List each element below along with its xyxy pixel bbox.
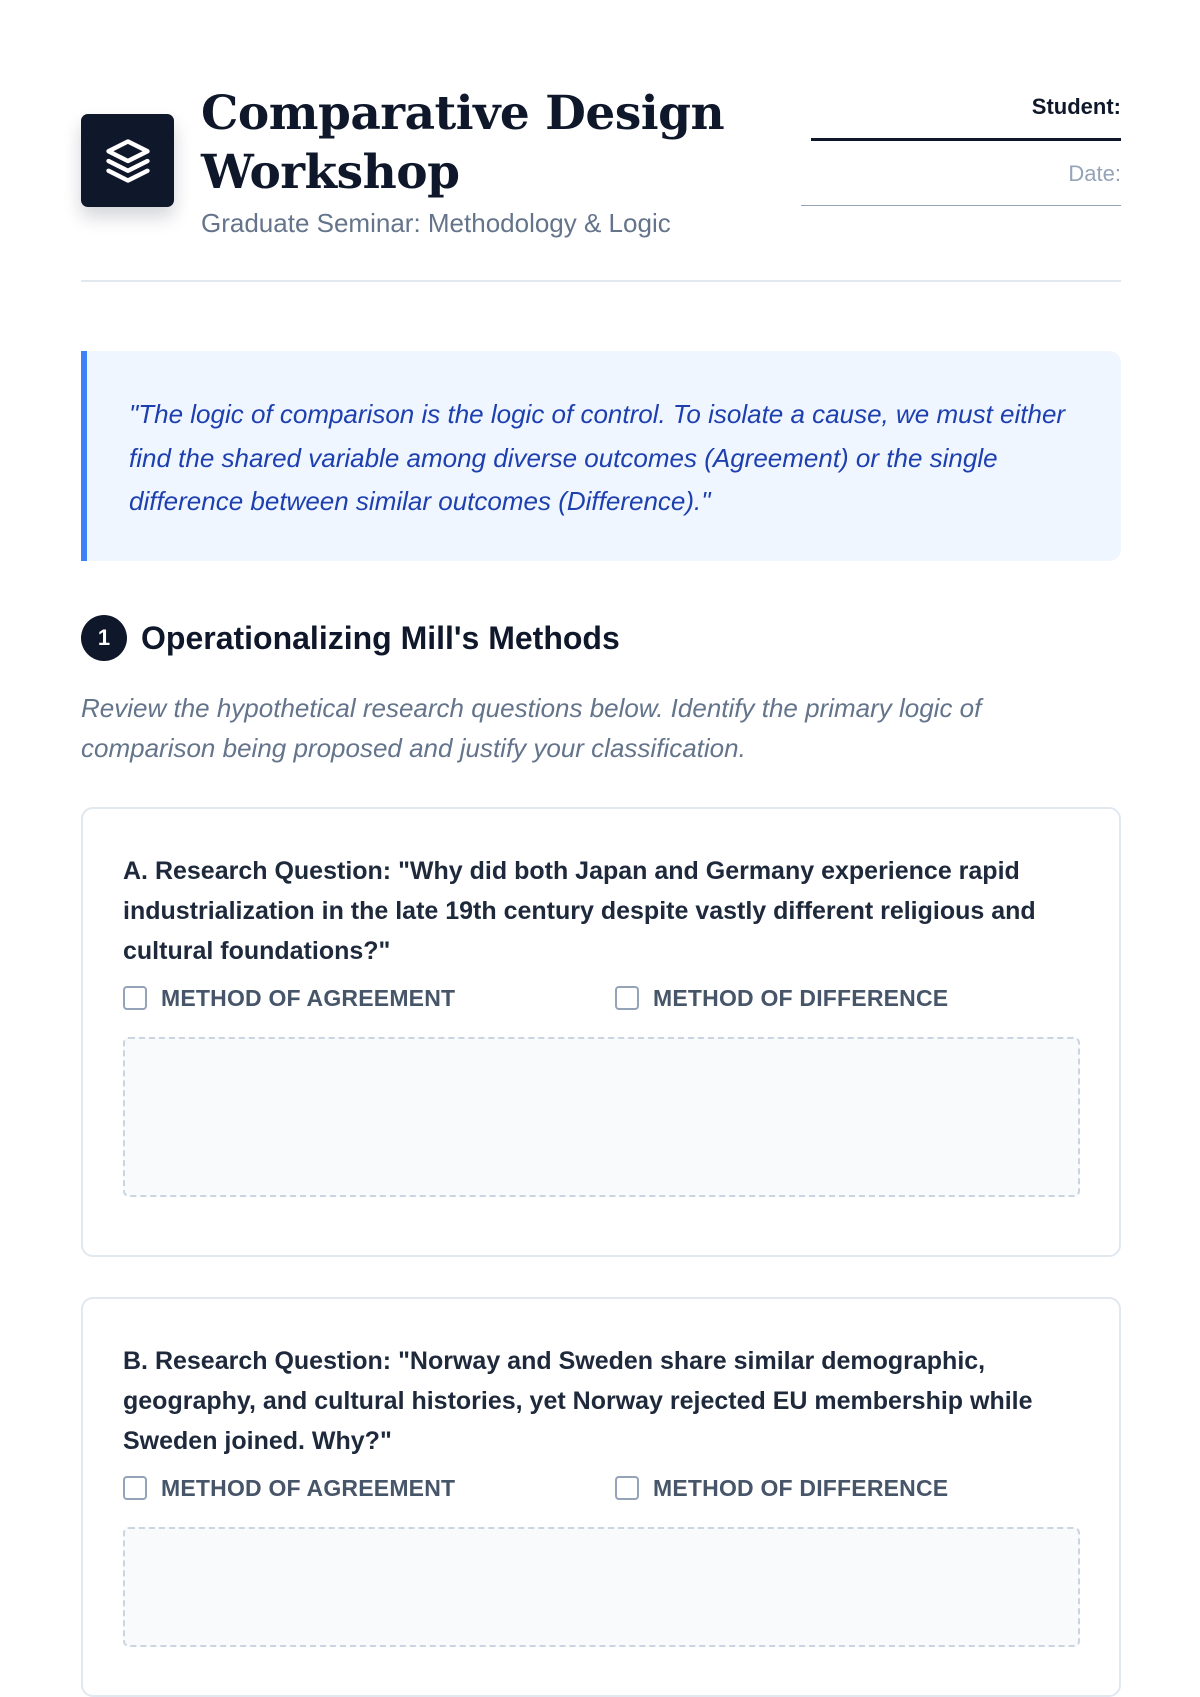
header xyxy=(81,84,1121,284)
option-agreement[interactable] xyxy=(123,983,455,1013)
method-options xyxy=(123,983,1083,1013)
section-heading xyxy=(81,615,620,661)
title-block xyxy=(201,84,801,240)
option-label: METHOD OF AGREEMENT xyxy=(161,1474,456,1501)
question-card-b xyxy=(81,1297,1121,1697)
justification-answer-box[interactable] xyxy=(123,1037,1080,1197)
difference-checkbox[interactable] xyxy=(615,986,639,1010)
option-label: METHOD OF AGREEMENT xyxy=(161,984,456,1011)
page-title: Comparative Design Workshop xyxy=(201,86,725,200)
option-difference[interactable] xyxy=(615,983,948,1013)
agreement-checkbox[interactable] xyxy=(123,1476,147,1500)
question-text: B. Research Question: "Norway and Sweden share similar demographic, geography, and cultural histories, yet Norway rejected EU membership while Sweden joined. Why?" xyxy=(123,1347,1033,1455)
student-label: Student: xyxy=(1031,94,1121,119)
intro-quote xyxy=(81,351,1121,561)
section-instructions: Review the hypothetical research questions below. Identify the primary logic of comparison being proposed and justify your classification. xyxy=(81,693,982,763)
student-name-line[interactable] xyxy=(811,138,1121,141)
agreement-checkbox[interactable] xyxy=(123,986,147,1010)
page-subtitle: Graduate Seminar: Methodology & Logic xyxy=(201,208,671,238)
student-meta xyxy=(801,92,1121,206)
quote-text: "The logic of comparison is the logic of control. To isolate a cause, we must either find the shared variable among diverse outcomes (Agreement) or the single difference between similar outcomes (Difference)." xyxy=(129,399,1066,516)
option-label: METHOD OF DIFFERENCE xyxy=(653,1474,949,1501)
section-number-badge: 1 xyxy=(81,615,127,661)
date-label: Date: xyxy=(1068,161,1121,186)
option-agreement[interactable] xyxy=(123,1473,455,1503)
header-divider xyxy=(81,280,1121,282)
section-title: Operationalizing Mill's Methods xyxy=(141,619,620,656)
difference-checkbox[interactable] xyxy=(615,1476,639,1500)
method-options xyxy=(123,1473,1083,1503)
option-difference[interactable] xyxy=(615,1473,948,1503)
question-card-a xyxy=(81,807,1121,1257)
question-text: A. Research Question: "Why did both Japan and Germany experience rapid industrialization in the late 19th century despite vastly different religious and cultural foundations?" xyxy=(123,857,1036,965)
layers-icon xyxy=(102,135,154,187)
logo xyxy=(81,114,174,207)
option-label: METHOD OF DIFFERENCE xyxy=(653,984,949,1011)
date-line[interactable] xyxy=(801,205,1121,206)
justification-answer-box[interactable] xyxy=(123,1527,1080,1647)
